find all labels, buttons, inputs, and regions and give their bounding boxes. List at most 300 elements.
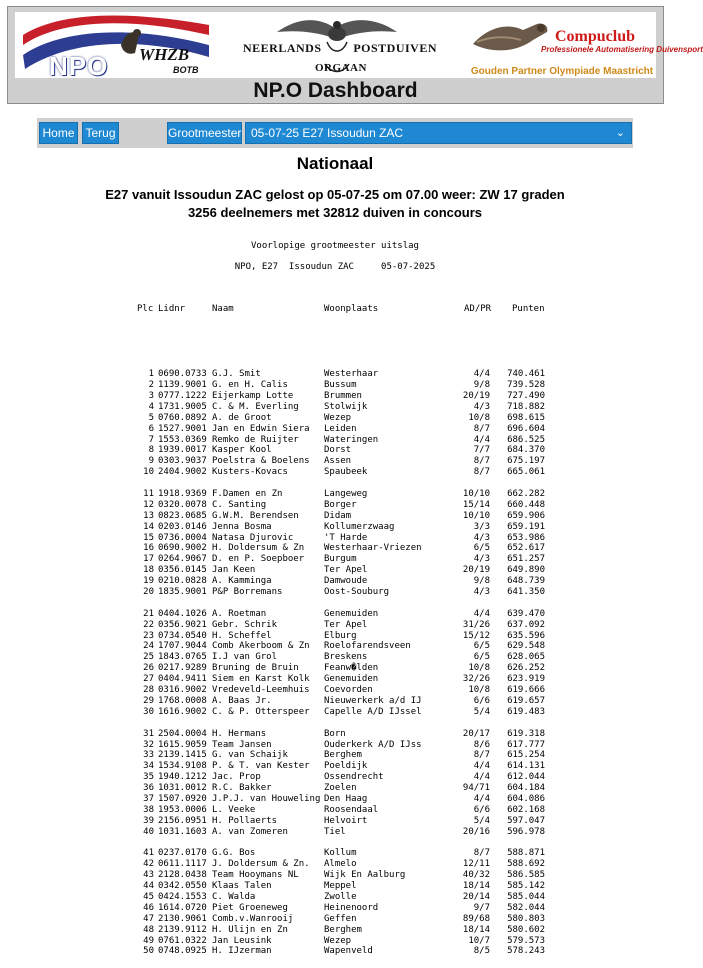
cell-adpr: 10/8 bbox=[468, 685, 490, 696]
cell-punten: 665.061 bbox=[507, 467, 545, 478]
cell-adpr: 8/7 bbox=[473, 423, 490, 434]
table-row bbox=[0, 380, 670, 391]
table-row bbox=[0, 750, 670, 761]
table-row bbox=[0, 445, 670, 456]
cell-woonplaats: Ouderkerk A/D IJss bbox=[324, 739, 422, 750]
cell-woonplaats: Langeweg bbox=[324, 489, 368, 500]
compuclub-tagline: Professionele Automatisering Duivensport bbox=[541, 45, 703, 54]
npo-emblem-logo bbox=[237, 14, 437, 76]
table-row bbox=[0, 685, 670, 696]
results-table bbox=[0, 282, 670, 968]
cell-adpr: 94/71 bbox=[462, 783, 490, 794]
cell-naam: Eijerkamp Lotte bbox=[212, 391, 294, 401]
cell-lidnr: 1768.0008 bbox=[158, 695, 207, 706]
cell-lidnr: 0320.0078 bbox=[158, 499, 207, 510]
cell-naam: G.W.M. Berendsen bbox=[212, 510, 299, 521]
npo-logo-text: NPO bbox=[49, 51, 109, 81]
table-row bbox=[0, 729, 670, 740]
cell-plc: 22 bbox=[143, 619, 154, 630]
cell-punten: 604.184 bbox=[507, 783, 545, 794]
cell-woonplaats: Wezep bbox=[324, 935, 352, 946]
cell-punten: 686.525 bbox=[507, 434, 545, 445]
emblem-bottom-word: ORGAAN bbox=[315, 62, 367, 74]
cell-plc: 2 bbox=[148, 380, 154, 391]
cell-naam: H. Hermans bbox=[212, 728, 267, 739]
table-row bbox=[0, 674, 670, 685]
cell-adpr: 6/5 bbox=[473, 543, 490, 554]
cell-adpr: 9/7 bbox=[473, 902, 490, 913]
cell-naam: Klaas Talen bbox=[212, 881, 272, 892]
table-row bbox=[0, 881, 670, 892]
cell-adpr: 4/4 bbox=[473, 793, 490, 804]
cell-adpr: 32/26 bbox=[462, 674, 490, 685]
cell-naam: Comb Akerboom & Zn bbox=[212, 641, 310, 652]
table-row bbox=[0, 587, 670, 598]
emblem-left-word: NEERLANDS bbox=[243, 41, 322, 55]
cell-woonplaats: Wateringen bbox=[324, 434, 379, 445]
cell-adpr: 20/19 bbox=[462, 391, 490, 401]
cell-adpr: 40/32 bbox=[462, 870, 490, 881]
cell-lidnr: 0736.0004 bbox=[158, 532, 207, 543]
logo-strip bbox=[15, 12, 703, 81]
cell-naam: Kasper Kool bbox=[212, 445, 272, 456]
table-row bbox=[0, 805, 670, 816]
cell-naam: A. Kamminga bbox=[212, 576, 272, 587]
cell-woonplaats: Born bbox=[324, 728, 346, 739]
cell-naam: P. & T. van Kester bbox=[212, 761, 310, 772]
cell-woonplaats: Feanw�lden bbox=[324, 663, 379, 674]
cell-adpr: 4/3 bbox=[473, 587, 490, 598]
table-row bbox=[0, 576, 670, 587]
cell-woonplaats: Genemuiden bbox=[324, 674, 379, 685]
cell-naam: P&P Borremans bbox=[212, 587, 283, 598]
cell-naam: G. van Schaijk bbox=[212, 750, 288, 761]
back-button[interactable]: Terug bbox=[82, 122, 119, 144]
cell-naam: Kusters-Kovacs bbox=[212, 467, 288, 478]
cell-punten: 597.047 bbox=[507, 815, 545, 826]
cell-naam: C. & P. Otterspeer bbox=[212, 706, 310, 717]
cell-plc: 23 bbox=[143, 630, 154, 641]
cell-lidnr: 2128.0438 bbox=[158, 870, 207, 881]
cell-adpr: 8/7 bbox=[473, 848, 490, 859]
cell-woonplaats: Berghem bbox=[324, 924, 362, 935]
cell-adpr: 15/14 bbox=[462, 499, 490, 510]
cell-adpr: 10/7 bbox=[468, 935, 490, 946]
cell-punten: 659.906 bbox=[507, 510, 545, 521]
compuclub-name: Compuclub bbox=[555, 28, 636, 45]
cell-plc: 41 bbox=[143, 848, 154, 859]
cell-woonplaats: Tiel bbox=[324, 826, 346, 837]
cell-punten: 648.739 bbox=[507, 576, 545, 587]
cell-lidnr: 0424.1553 bbox=[158, 891, 207, 902]
race-select[interactable] bbox=[245, 122, 632, 144]
cell-plc: 5 bbox=[148, 412, 154, 423]
race-select-value: 05-07-25 E27 Issoudun ZAC bbox=[251, 126, 404, 140]
cell-naam: H. Doldersum & Zn bbox=[212, 543, 305, 554]
emblem-right-word: POSTDUIVEN bbox=[353, 41, 437, 55]
cell-plc: 7 bbox=[148, 434, 154, 445]
cell-woonplaats: Capelle A/D IJssel bbox=[324, 706, 422, 717]
cell-punten: 635.596 bbox=[507, 630, 545, 641]
whzb-logo-text: WHZB bbox=[139, 45, 190, 64]
cell-plc: 44 bbox=[143, 881, 154, 892]
cell-naam: A. Baas Jr. bbox=[212, 695, 272, 706]
table-row bbox=[0, 456, 670, 467]
table-row bbox=[0, 859, 670, 870]
table-row bbox=[0, 435, 670, 446]
table-row bbox=[0, 522, 670, 533]
cell-woonplaats: Wezep bbox=[324, 412, 352, 423]
col-adpr-header: AD/PR bbox=[464, 303, 492, 314]
cell-adpr: 20/14 bbox=[462, 891, 490, 902]
cell-woonplaats: Helvoirt bbox=[324, 815, 368, 826]
cell-lidnr: 1835.9001 bbox=[158, 587, 207, 598]
cell-woonplaats: 'T Harde bbox=[324, 532, 368, 543]
cell-woonplaats: Assen bbox=[324, 456, 352, 467]
cell-punten: 617.777 bbox=[507, 739, 545, 750]
cell-lidnr: 0777.1222 bbox=[158, 391, 207, 401]
botb-logo-text: BOTB bbox=[173, 65, 199, 75]
cell-adpr: 10/10 bbox=[462, 489, 490, 500]
cell-naam: Bruning de Bruin bbox=[212, 663, 299, 674]
cell-woonplaats: Bussum bbox=[324, 380, 357, 391]
cell-plc: 47 bbox=[143, 913, 154, 924]
cell-punten: 660.448 bbox=[507, 499, 545, 510]
report-subtitle: NPO, E27 Issoudun ZAC 05-07-2025 bbox=[234, 262, 436, 272]
cell-punten: 641.350 bbox=[507, 587, 545, 598]
cell-punten: 718.882 bbox=[507, 401, 545, 412]
table-row bbox=[0, 554, 670, 565]
cell-plc: 33 bbox=[143, 750, 154, 761]
cell-punten: 588.692 bbox=[507, 859, 545, 870]
cell-naam: C. Walda bbox=[212, 891, 256, 902]
cell-plc: 6 bbox=[148, 423, 154, 434]
table-row bbox=[0, 391, 670, 402]
cell-naam: F.Damen en Zn bbox=[212, 489, 283, 500]
cell-woonplaats: Westerhaar bbox=[324, 369, 379, 380]
table-row bbox=[0, 707, 670, 718]
table-row bbox=[0, 511, 670, 522]
cell-naam: H. Pollaerts bbox=[212, 815, 278, 826]
cell-adpr: 4/4 bbox=[473, 761, 490, 772]
cell-woonplaats: Meppel bbox=[324, 881, 357, 892]
cell-woonplaats: Oost-Souburg bbox=[324, 587, 390, 598]
cell-punten: 586.585 bbox=[507, 870, 545, 881]
cell-lidnr: 0761.0322 bbox=[158, 935, 207, 946]
cell-lidnr: 0760.0892 bbox=[158, 412, 207, 423]
cell-punten: 698.615 bbox=[507, 412, 545, 423]
results-header-row bbox=[0, 304, 670, 315]
report-title: Voorlopige grootmeester uitslag bbox=[251, 241, 419, 251]
cell-plc: 32 bbox=[143, 739, 154, 750]
cell-lidnr: 0734.0540 bbox=[158, 630, 207, 641]
cell-woonplaats: Den Haag bbox=[324, 793, 368, 804]
cell-plc: 48 bbox=[143, 924, 154, 935]
cell-plc: 50 bbox=[143, 946, 154, 957]
cell-plc: 36 bbox=[143, 783, 154, 794]
cell-naam: C. & M. Everling bbox=[212, 401, 299, 412]
cell-plc: 4 bbox=[148, 401, 154, 412]
results-rows bbox=[0, 369, 670, 957]
cell-naam: H. Scheffel bbox=[212, 630, 272, 641]
table-row bbox=[0, 413, 670, 424]
cell-punten: 612.044 bbox=[507, 772, 545, 783]
cell-adpr: 4/4 bbox=[473, 608, 490, 619]
cell-plc: 3 bbox=[148, 391, 154, 401]
cell-woonplaats: Dorst bbox=[324, 445, 352, 456]
cell-adpr: 10/8 bbox=[468, 663, 490, 674]
cell-woonplaats: Nieuwerkerk a/d IJ bbox=[324, 695, 422, 706]
cell-punten: 619.666 bbox=[507, 685, 545, 696]
cell-naam: H. Ulijn en Zn bbox=[212, 924, 288, 935]
cell-adpr: 7/7 bbox=[473, 445, 490, 456]
cell-woonplaats: Ter Apel bbox=[324, 619, 368, 630]
cell-punten: 623.919 bbox=[507, 674, 545, 685]
cell-plc: 35 bbox=[143, 772, 154, 783]
cell-lidnr: 1940.1212 bbox=[158, 772, 207, 783]
cell-plc: 28 bbox=[143, 685, 154, 696]
cell-adpr: 8/7 bbox=[473, 467, 490, 478]
cell-plc: 11 bbox=[143, 489, 154, 500]
cell-punten: 659.191 bbox=[507, 521, 545, 532]
cell-punten: 582.044 bbox=[507, 902, 545, 913]
cell-naam: Team Jansen bbox=[212, 739, 272, 750]
table-row bbox=[0, 489, 670, 500]
table-row bbox=[0, 369, 670, 380]
cell-lidnr: 1939.0017 bbox=[158, 445, 207, 456]
cell-adpr: 3/3 bbox=[473, 521, 490, 532]
cell-naam: Jenna Bosma bbox=[212, 521, 272, 532]
cell-woonplaats: Brummen bbox=[324, 391, 362, 401]
cell-punten: 675.197 bbox=[507, 456, 545, 467]
cell-lidnr: 1953.0006 bbox=[158, 804, 207, 815]
table-row bbox=[0, 783, 670, 794]
cell-woonplaats: Breskens bbox=[324, 652, 368, 663]
table-row bbox=[0, 609, 670, 620]
cell-lidnr: 1031.0012 bbox=[158, 783, 207, 794]
cell-plc: 34 bbox=[143, 761, 154, 772]
cell-lidnr: 0404.9411 bbox=[158, 674, 207, 685]
cell-lidnr: 1507.0920 bbox=[158, 793, 207, 804]
cell-punten: 588.871 bbox=[507, 848, 545, 859]
cell-plc: 15 bbox=[143, 532, 154, 543]
cell-woonplaats: Zwolle bbox=[324, 891, 357, 902]
npo-whzb-logo bbox=[21, 15, 211, 81]
cell-plc: 21 bbox=[143, 608, 154, 619]
cell-naam: Jan Keen bbox=[212, 565, 256, 576]
cell-woonplaats: Kollum bbox=[324, 848, 357, 859]
cell-naam: J. Doldersum & Zn. bbox=[212, 859, 310, 870]
cell-plc: 9 bbox=[148, 456, 154, 467]
cell-adpr: 18/14 bbox=[462, 881, 490, 892]
cell-woonplaats: Westerhaar-Vriezen bbox=[324, 543, 422, 554]
cell-adpr: 4/3 bbox=[473, 401, 490, 412]
compuclub-pigeon-icon bbox=[467, 14, 557, 64]
cell-woonplaats: Stolwijk bbox=[324, 401, 368, 412]
page-title: Nationaal bbox=[296, 154, 374, 173]
cell-punten: 596.978 bbox=[507, 826, 545, 837]
table-row bbox=[0, 696, 670, 707]
cell-woonplaats: Genemuiden bbox=[324, 608, 379, 619]
table-row bbox=[0, 946, 670, 957]
cell-lidnr: 1707.9044 bbox=[158, 641, 207, 652]
col-woonplaats-header: Woonplaats bbox=[324, 303, 379, 314]
table-row bbox=[0, 936, 670, 947]
table-row bbox=[0, 903, 670, 914]
cell-lidnr: 0217.9289 bbox=[158, 663, 207, 674]
table-row bbox=[0, 402, 670, 413]
cell-plc: 13 bbox=[143, 510, 154, 521]
cell-woonplaats: Coevorden bbox=[324, 685, 373, 696]
cell-plc: 18 bbox=[143, 565, 154, 576]
cell-punten: 578.243 bbox=[507, 946, 545, 957]
cell-adpr: 31/26 bbox=[462, 619, 490, 630]
chevron-down-icon: ⌄ bbox=[615, 127, 625, 139]
table-row bbox=[0, 816, 670, 827]
table-row bbox=[0, 500, 670, 511]
cell-woonplaats: Elburg bbox=[324, 630, 357, 641]
cell-plc: 27 bbox=[143, 674, 154, 685]
cell-adpr: 4/4 bbox=[473, 369, 490, 380]
cell-punten: 602.168 bbox=[507, 804, 545, 815]
col-plc-header: Plc bbox=[137, 303, 154, 314]
cell-woonplaats: Damwoude bbox=[324, 576, 368, 587]
table-row bbox=[0, 848, 670, 859]
header-banner bbox=[7, 6, 703, 104]
table-row bbox=[0, 761, 670, 772]
cell-punten: 727.490 bbox=[507, 391, 545, 401]
cell-adpr: 6/5 bbox=[473, 641, 490, 652]
cell-lidnr: 0611.1117 bbox=[158, 859, 207, 870]
cell-adpr: 4/4 bbox=[473, 434, 490, 445]
home-button[interactable]: Home bbox=[39, 122, 78, 144]
cell-naam: Poelstra & Boelens bbox=[212, 456, 310, 467]
cell-woonplaats: Didam bbox=[324, 510, 352, 521]
cell-naam: Jac. Prop bbox=[212, 772, 261, 783]
cell-naam: Vredeveld-Leemhuis bbox=[212, 685, 310, 696]
cell-plc: 16 bbox=[143, 543, 154, 554]
cell-adpr: 18/14 bbox=[462, 924, 490, 935]
cell-lidnr: 1918.9369 bbox=[158, 489, 207, 500]
col-naam-header: Naam bbox=[212, 303, 234, 314]
cell-plc: 12 bbox=[143, 499, 154, 510]
cell-woonplaats: Ossendrecht bbox=[324, 772, 384, 783]
cell-naam: Jan Leusink bbox=[212, 935, 272, 946]
cell-lidnr: 2156.0951 bbox=[158, 815, 207, 826]
cell-plc: 29 bbox=[143, 695, 154, 706]
cell-woonplaats: Poeldijk bbox=[324, 761, 368, 772]
cell-adpr: 12/11 bbox=[462, 859, 490, 870]
cell-adpr: 5/4 bbox=[473, 815, 490, 826]
cell-woonplaats: Spaubeek bbox=[324, 467, 368, 478]
cell-woonplaats: Zoelen bbox=[324, 783, 357, 794]
table-row bbox=[0, 794, 670, 805]
cell-punten: 662.282 bbox=[507, 489, 545, 500]
cell-plc: 25 bbox=[143, 652, 154, 663]
cell-punten: 628.065 bbox=[507, 652, 545, 663]
cell-naam: J.P.J. van Houweling bbox=[212, 793, 321, 804]
cell-lidnr: 0690.9002 bbox=[158, 543, 207, 554]
cell-naam: A. Roetman bbox=[212, 608, 267, 619]
cell-naam: Team Hooymans NL bbox=[212, 870, 299, 881]
cell-punten: 619.657 bbox=[507, 695, 545, 706]
cell-adpr: 9/8 bbox=[473, 576, 490, 587]
cell-woonplaats: Borger bbox=[324, 499, 357, 510]
cell-woonplaats: Heinenoord bbox=[324, 902, 379, 913]
cell-adpr: 4/4 bbox=[473, 772, 490, 783]
cell-plc: 37 bbox=[143, 793, 154, 804]
cell-plc: 45 bbox=[143, 891, 154, 902]
cell-lidnr: 0264.9067 bbox=[158, 554, 207, 565]
cell-adpr: 20/19 bbox=[462, 565, 490, 576]
table-row bbox=[0, 925, 670, 936]
cell-lidnr: 0210.0828 bbox=[158, 576, 207, 587]
cell-punten: 614.131 bbox=[507, 761, 545, 772]
table-row bbox=[0, 467, 670, 478]
cell-lidnr: 1139.9001 bbox=[158, 380, 207, 391]
cell-punten: 604.086 bbox=[507, 793, 545, 804]
cell-woonplaats: Berghem bbox=[324, 750, 362, 761]
table-row bbox=[0, 424, 670, 435]
cell-plc: 30 bbox=[143, 706, 154, 717]
cell-punten: 615.254 bbox=[507, 750, 545, 761]
cell-naam: A. de Groot bbox=[212, 412, 272, 423]
cell-punten: 619.483 bbox=[507, 706, 545, 717]
cell-plc: 24 bbox=[143, 641, 154, 652]
cell-plc: 26 bbox=[143, 663, 154, 674]
cell-naam: Gebr. Schrik bbox=[212, 619, 278, 630]
cell-plc: 39 bbox=[143, 815, 154, 826]
cell-naam: R.C. Bakker bbox=[212, 783, 272, 794]
cell-lidnr: 1731.9005 bbox=[158, 401, 207, 412]
cell-lidnr: 1615.9059 bbox=[158, 739, 207, 750]
table-row bbox=[0, 740, 670, 751]
table-row bbox=[0, 641, 670, 652]
cell-lidnr: 1553.0369 bbox=[158, 434, 207, 445]
row-spacer bbox=[0, 598, 670, 609]
cell-lidnr: 1031.1603 bbox=[158, 826, 207, 837]
cell-naam: Siem en Karst Kolk bbox=[212, 674, 310, 685]
participants-info: 3256 deelnemers met 32812 duiven in concours bbox=[187, 205, 483, 220]
cell-plc: 46 bbox=[143, 902, 154, 913]
cell-adpr: 8/7 bbox=[473, 750, 490, 761]
cell-punten: 585.142 bbox=[507, 881, 545, 892]
table-row bbox=[0, 914, 670, 925]
cell-punten: 684.370 bbox=[507, 445, 545, 456]
cell-punten: 579.573 bbox=[507, 935, 545, 946]
cell-woonplaats: Geffen bbox=[324, 913, 357, 924]
race-info: E27 vanuit Issoudun ZAC gelost op 05-07-25 om 07.00 weer: ZW 17 graden bbox=[105, 187, 565, 202]
cell-naam: G.G. Bos bbox=[212, 848, 256, 859]
grootmeester-button[interactable]: Grootmeester bbox=[167, 122, 242, 144]
cell-woonplaats: Wapenveld bbox=[324, 946, 373, 957]
cell-lidnr: 2139.9112 bbox=[158, 924, 207, 935]
cell-punten: 696.604 bbox=[507, 423, 545, 434]
cell-punten: 626.252 bbox=[507, 663, 545, 674]
table-row bbox=[0, 772, 670, 783]
cell-adpr: 4/3 bbox=[473, 532, 490, 543]
cell-naam: A. van Zomeren bbox=[212, 826, 288, 837]
cell-adpr: 6/6 bbox=[473, 804, 490, 815]
cell-lidnr: 1527.9001 bbox=[158, 423, 207, 434]
cell-lidnr: 0303.9037 bbox=[158, 456, 207, 467]
cell-lidnr: 1843.0765 bbox=[158, 652, 207, 663]
cell-adpr: 4/3 bbox=[473, 554, 490, 565]
cell-punten: 580.803 bbox=[507, 913, 545, 924]
table-row bbox=[0, 870, 670, 881]
cell-adpr: 6/5 bbox=[473, 652, 490, 663]
cell-lidnr: 0823.0685 bbox=[158, 510, 207, 521]
